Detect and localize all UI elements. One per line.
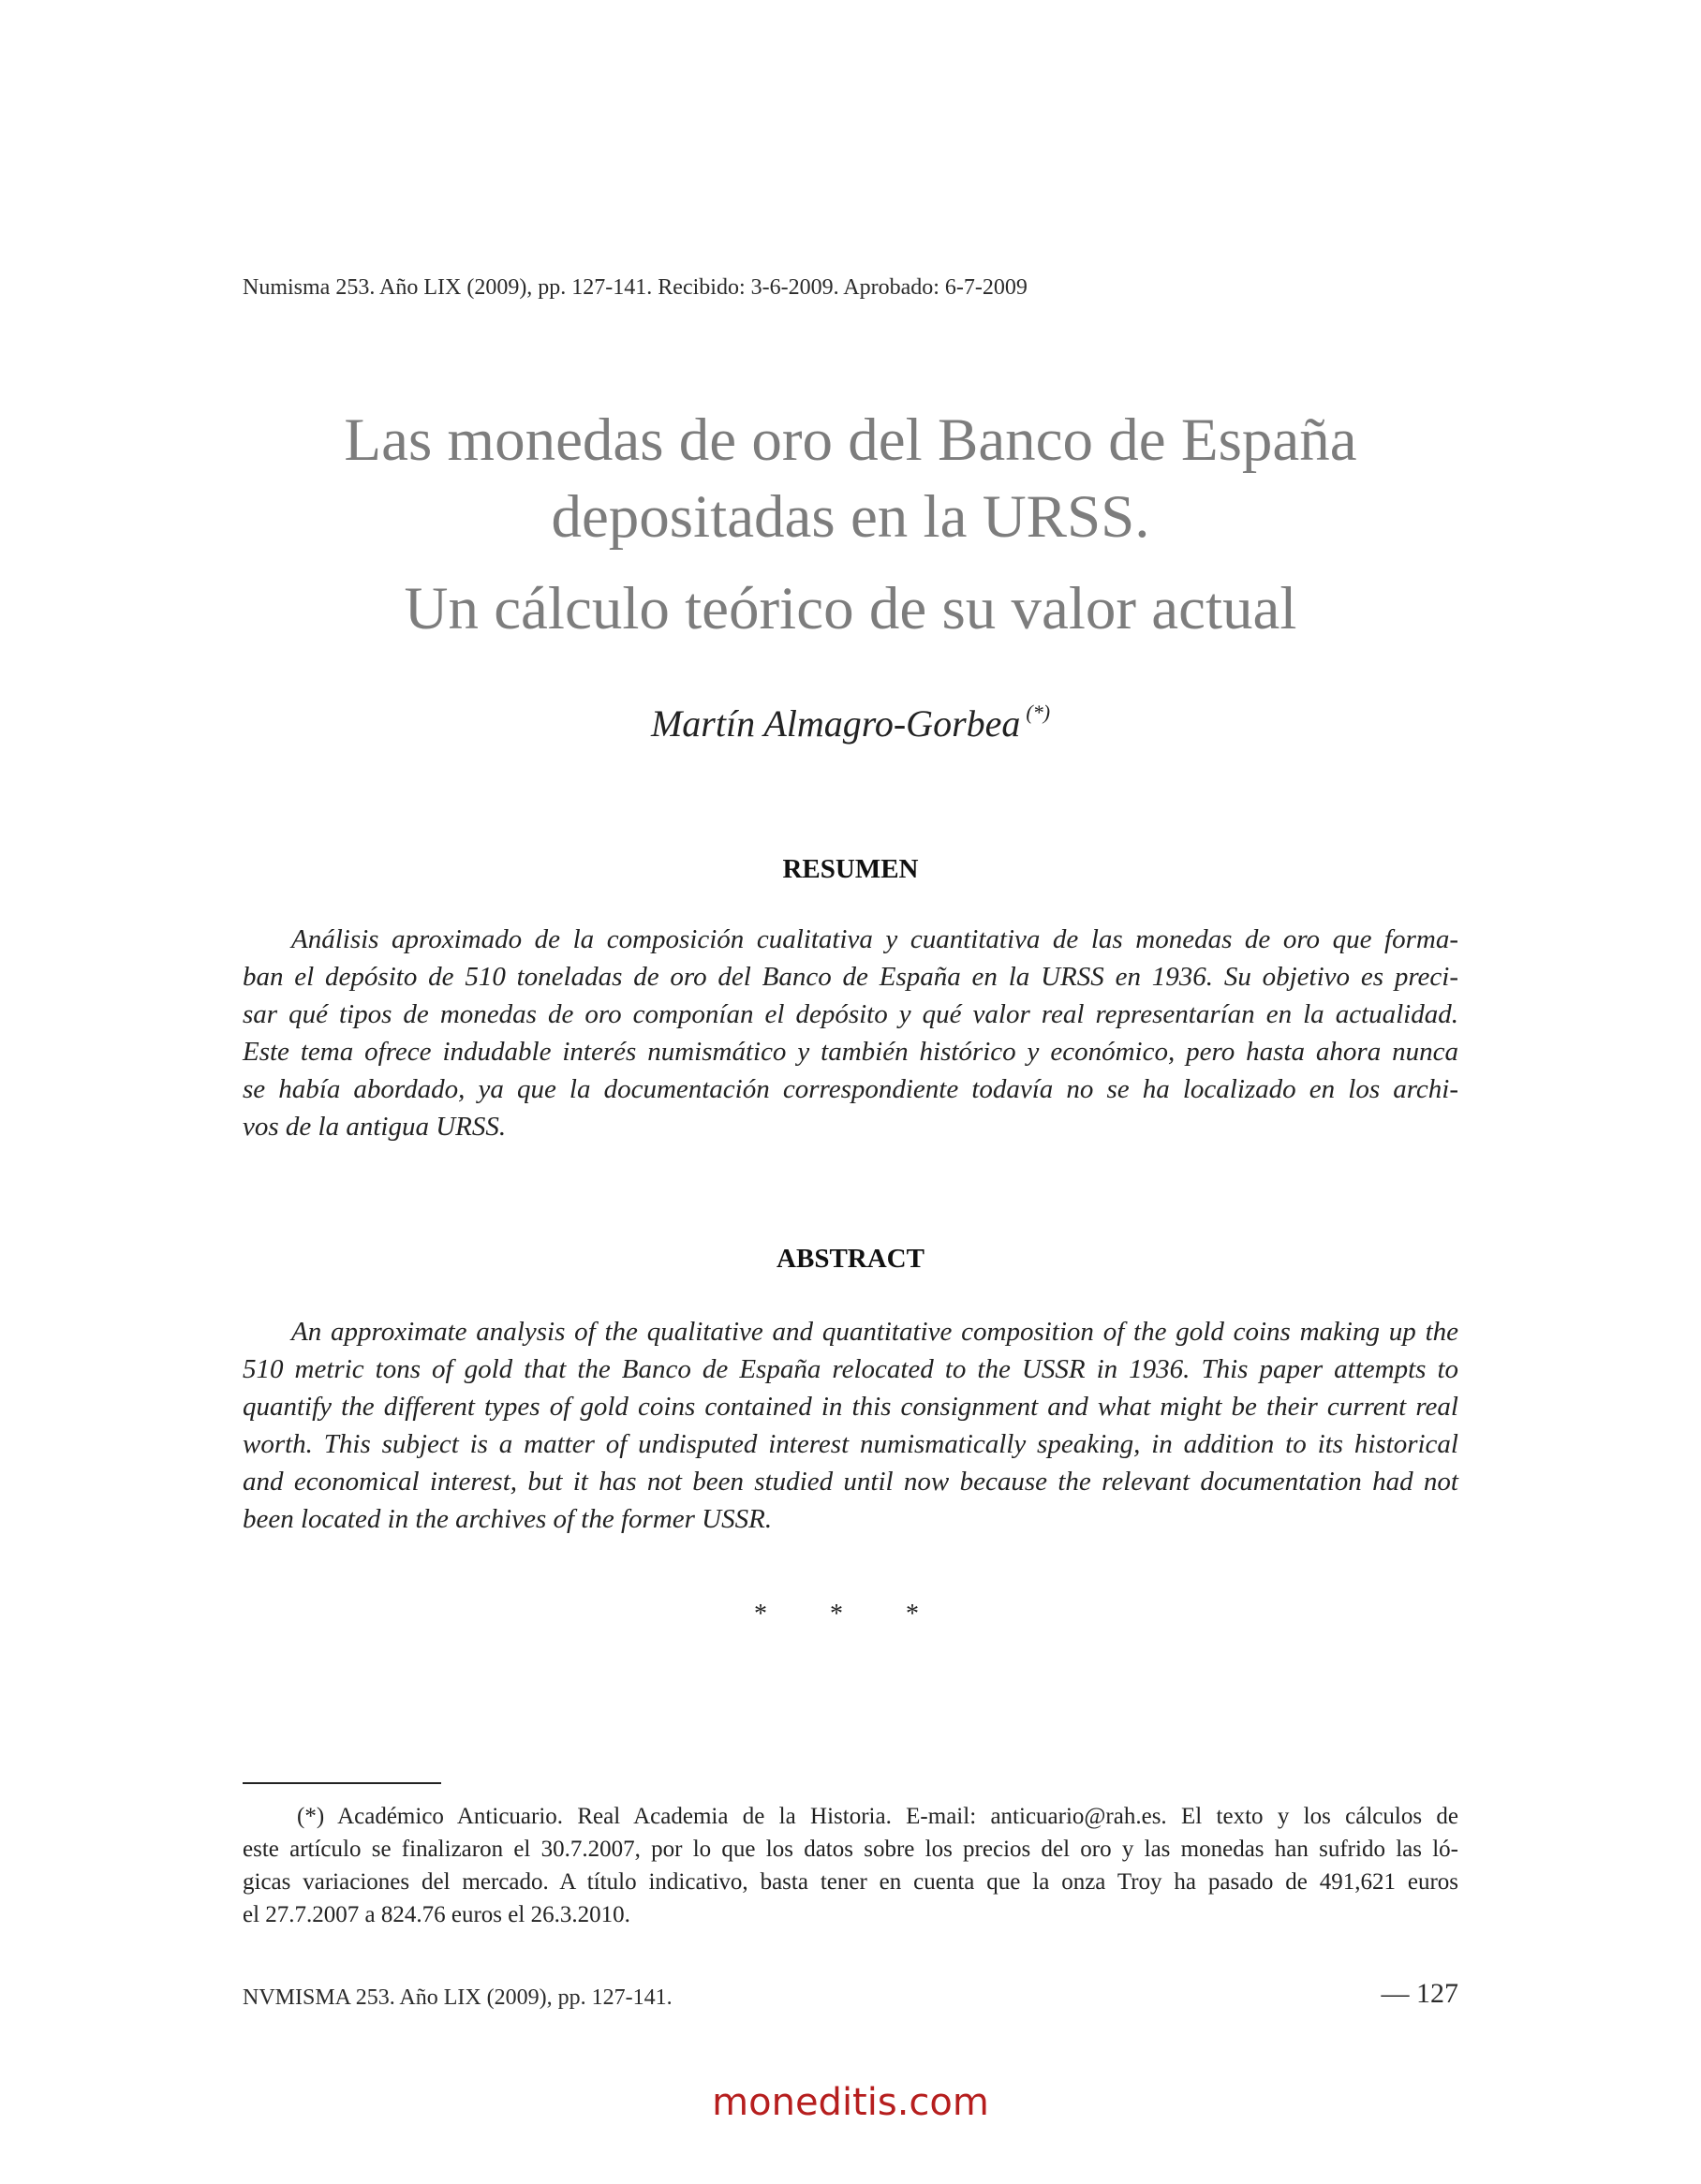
abstract-line: quantify the different types of gold coins contained in this consignment and what might be their current real — [243, 1392, 1458, 1422]
footnote-divider — [243, 1782, 441, 1784]
resumen-line: Este tema ofrece indudable interés numismático y también histórico y económico, pero hasta ahora nunca — [243, 1037, 1458, 1067]
abstract-line: and economical interest, but it has not been studied until now because the relevant documentation had not — [243, 1467, 1458, 1497]
footer-journal-reference: NVMISMA 253. Año LIX (2009), pp. 127-141. — [243, 1985, 673, 2010]
footnote-line: (*) Académico Anticuario. Real Academia de la Historia. E-mail: anticuario@rah.es. El texto y los cálculos de — [297, 1804, 1458, 1829]
abstract-line: worth. This subject is a matter of undisputed interest numismatically speaking, in addition to its historical — [243, 1429, 1458, 1459]
resumen-line: se había abordado, ya que la documentación correspondiente todavía no se ha localizado en los archi- — [243, 1074, 1458, 1104]
resumen-line: sar qué tipos de monedas de oro componían el depósito y qué valor real representarían en la actualidad. — [243, 999, 1458, 1029]
site-watermark: moneditis.com — [712, 2081, 989, 2124]
author-footnote-mark: (*) — [1026, 701, 1051, 724]
author-byline — [243, 701, 1458, 745]
author-name: Martín Almagro-Gorbea — [650, 702, 1021, 745]
resumen-heading: RESUMEN — [782, 854, 919, 884]
resumen-line: vos de la antigua URSS. — [243, 1112, 507, 1142]
article-title-line-2: depositadas en la URSS. — [551, 483, 1150, 551]
abstract-heading: ABSTRACT — [777, 1244, 924, 1274]
footnote — [243, 1800, 1458, 1931]
resumen-line: Análisis aproximado de la composición cualitativa y cuantitativa de las monedas de oro que forma- — [291, 924, 1458, 954]
abstract-paragraph — [243, 1313, 1458, 1538]
footnote-line: gicas variaciones del mercado. A título indicativo, basta tener en cuenta que la onza Troy ha pasado de 491,621 euros — [243, 1869, 1458, 1895]
abstract-line: been located in the archives of the former USSR. — [243, 1504, 773, 1534]
article-title-line-1: Las monedas de oro del Banco de España — [344, 406, 1357, 474]
page-number: — 127 — [1381, 1978, 1458, 2009]
journal-reference: Numisma 253. Año LIX (2009), pp. 127-141. Recibido: 3-6-2009. Aprobado: 6-7-2009 — [243, 275, 1028, 300]
footnote-line: este artículo se finalizaron el 30.7.2007, por lo que los datos sobre los precios del oro y las monedas han sufrido las ló- — [243, 1837, 1458, 1862]
article-subtitle: Un cálculo teórico de su valor actual — [404, 575, 1297, 642]
abstract-line: 510 metric tons of gold that the Banco de España relocated to the USSR in 1936. This paper attempts to — [243, 1354, 1458, 1384]
resumen-paragraph — [243, 921, 1458, 1145]
abstract-line: An approximate analysis of the qualitative and quantitative composition of the gold coins making up the — [291, 1317, 1458, 1347]
resumen-line: ban el depósito de 510 toneladas de oro del Banco de España en la URSS en 1936. Su objetivo es preci- — [243, 962, 1458, 992]
section-separator: * * * — [754, 1600, 947, 1629]
footnote-line: el 27.7.2007 a 824.76 euros el 26.3.2010. — [243, 1902, 630, 1927]
